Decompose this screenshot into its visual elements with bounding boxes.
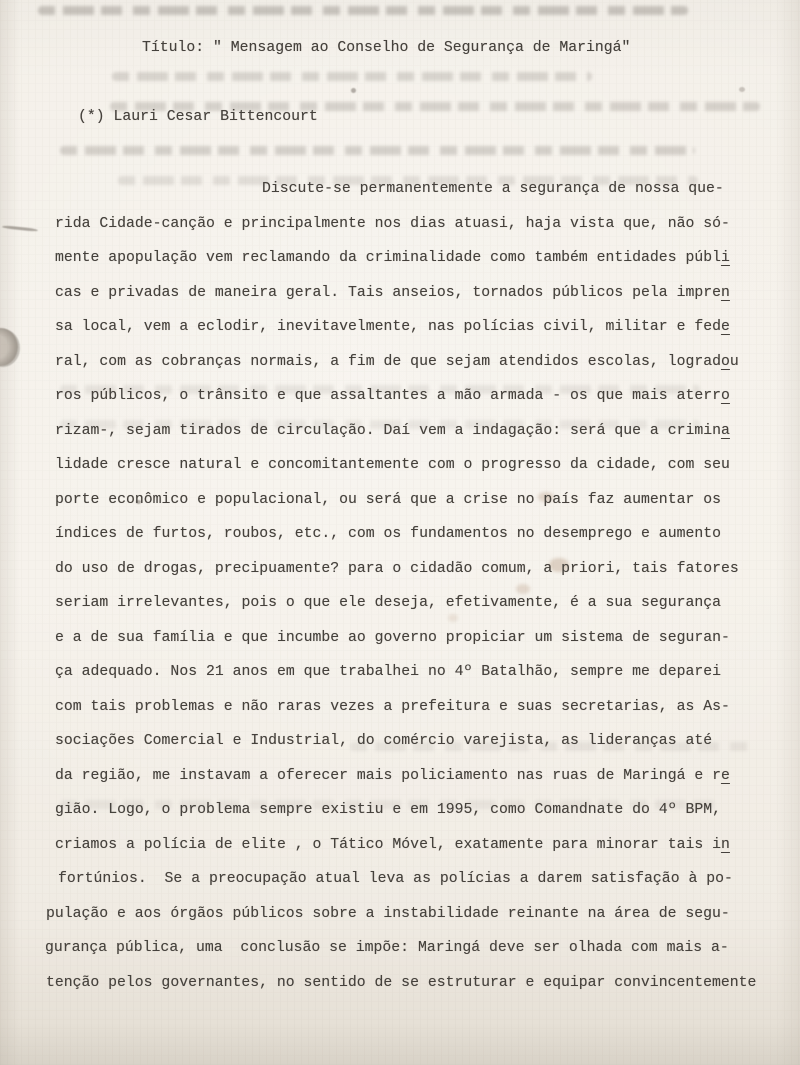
body-line: ros públicos, o trânsito e que assaltantes a mão armada - os que mais aterro [55, 388, 730, 404]
body-line: criamos a polícia de elite , o Tático Móvel, exatamente para minorar tais in [55, 836, 730, 853]
body-line: fortúnios. Se a preocupação atual leva as polícias a darem satisfação à po- [58, 871, 733, 887]
bleedthrough-text [38, 6, 688, 15]
body-line: sa local, vem a eclodir, inevitavelmente, nas polícias civil, militar e fede [55, 319, 730, 335]
author-line: (*) Lauri Cesar Bittencourt [78, 109, 318, 125]
body-line: ça adequado. Nos 21 anos em que trabalhei no 4º Batalhão, sempre me deparei [55, 664, 721, 680]
body-line: gião. Logo, o problema sempre existiu e em 1995, como Comandnate do 4º BPM, [55, 802, 721, 818]
speck [739, 87, 745, 92]
body-line: índices de furtos, roubos, etc., com os fundamentos no desemprego e aumento [55, 526, 721, 542]
bleedthrough-text [60, 146, 695, 155]
paper-clip-shadow [0, 328, 18, 366]
body-line: mente apopulação vem reclamando da criminalidade como também entidades públi [55, 250, 730, 266]
body-line: rida Cidade-canção e principalmente nos dias atuasi, haja vista que, não só- [55, 215, 730, 232]
speck [351, 88, 356, 93]
body-line: gurança pública, uma conclusão se impõe: Maringá deve ser olhada com mais a- [45, 940, 729, 956]
body-line: lidade cresce natural e concomitantemente com o progresso da cidade, com seu [55, 457, 730, 473]
body-line: Discute-se permanentemente a segurança de nossa que- [262, 181, 724, 197]
body-line: porte econômico e populacional, ou será que a crise no país faz aumentar os [55, 491, 721, 508]
body-line: sociações Comercial e Industrial, do comércio varejista, as lideranças até [55, 733, 713, 749]
body-line: ral, com as cobranças normais, a fim de que sejam atendidos escolas, logradou [55, 353, 739, 370]
body-line: cas e privadas de maneira geral. Tais anseios, tornados públicos pela impren [55, 284, 730, 301]
body-line: com tais problemas e não raras vezes a prefeitura e suas secretarias, as As- [55, 698, 730, 715]
body-line: rizam-, sejam tirados de circulação. Daí vem a indagação: será que a crimina [55, 422, 730, 439]
body-line: do uso de drogas, precipuamente? para o cidadão comum, a priori, tais fatores [55, 560, 739, 577]
body-line: da região, me instavam a oferecer mais policiamento nas ruas de Maringá e re [55, 767, 730, 784]
body-line: pulação e aos órgãos públicos sobre a instabilidade reinante na área de segu- [46, 905, 730, 922]
bleedthrough-text [112, 72, 592, 81]
document-title: Título: " Mensagem ao Conselho de Segurança de Maringá" [142, 40, 631, 56]
body-line: e a de sua família e que incumbe ao governo propiciar um sistema de seguran- [55, 629, 730, 646]
body-line: tenção pelos governantes, no sentido de se estruturar e equipar convincentemente [46, 974, 757, 991]
body-text [45, 172, 785, 1000]
pen-dash-mark [2, 225, 38, 232]
body-line: seriam irrelevantes, pois o que ele deseja, efetivamente, é a sua segurança [55, 595, 721, 611]
